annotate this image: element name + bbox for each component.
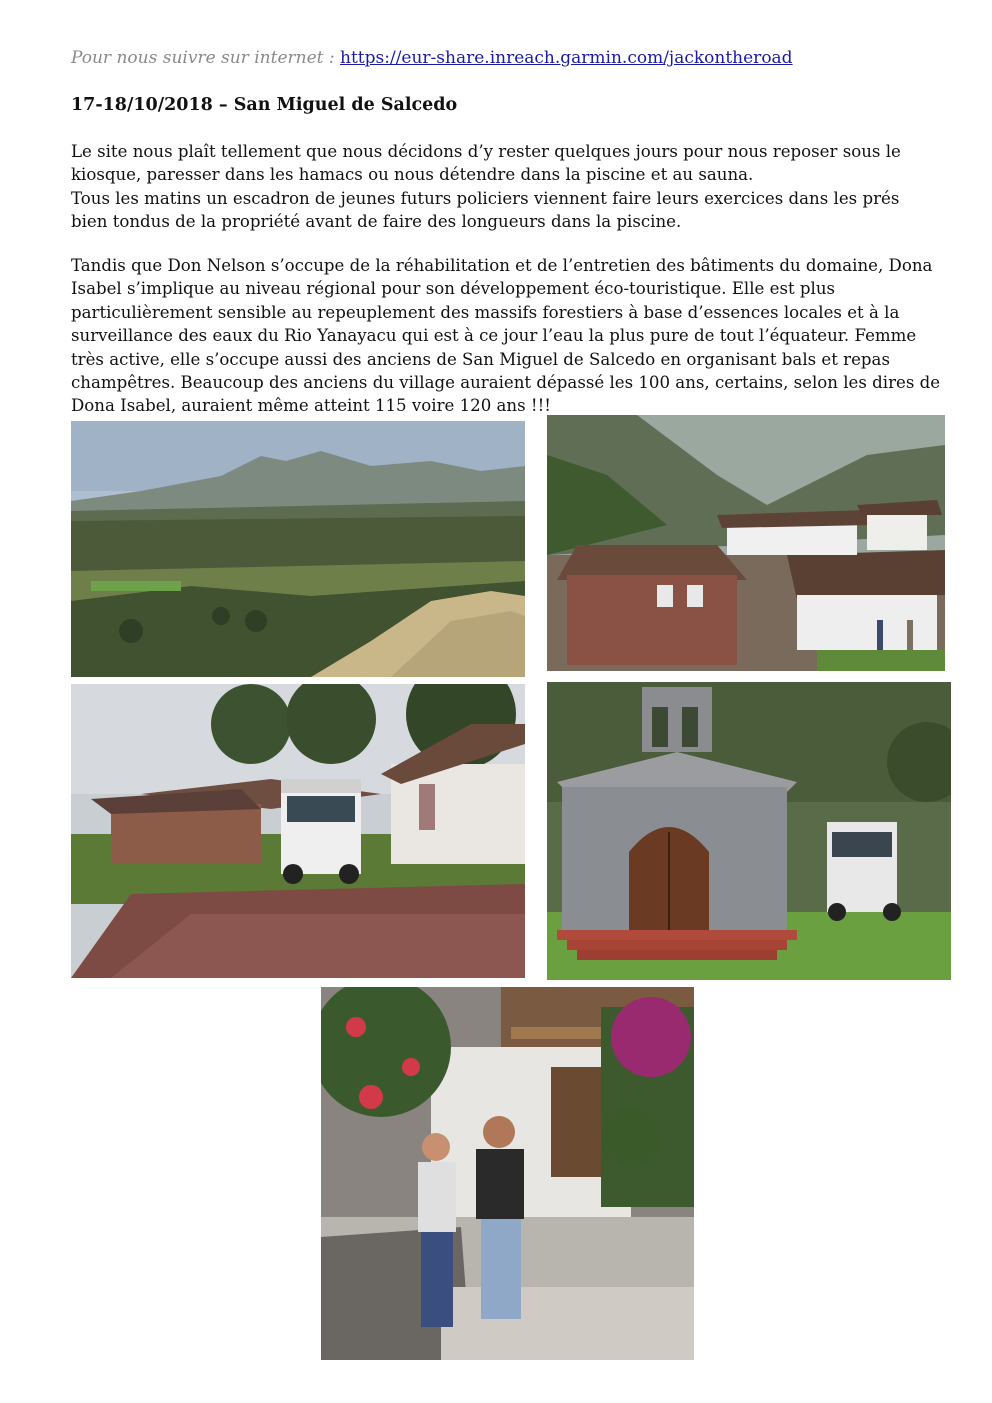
hosts-portrait-photo <box>321 987 694 1360</box>
intro-text-block <box>71 140 941 234</box>
story-text-block <box>71 254 941 418</box>
hacienda-buildings-photo <box>547 415 945 671</box>
entry-heading: 17-18/10/2018 – San Miguel de Salcedo <box>71 95 458 115</box>
tracking-link[interactable]: https://eur-share.inreach.garmin.com/jackontheroad <box>340 48 793 68</box>
follow-line <box>71 48 793 68</box>
mountain-valley-photo <box>71 421 525 677</box>
paragraph-1: Le site nous plaît tellement que nous décidons d’y rester quelques jours pour nous reposer sous le kiosque, paresser dans les hamacs ou nous détendre dans la piscine et au sauna. <box>71 142 901 185</box>
paragraph-3: Tandis que Don Nelson s’occupe de la réhabilitation et de l’entretien des bâtiments du domaine, Dona Isabel s’implique au niveau régional pour son développement éco-touristique. Elle est plus particulièrement sensible au repeuplement des massifs forestiers à base d’essences locales et à la surveillance des eaux du Rio Yanayacu qui est à ce jour l’eau la plus pure de tout l’équateur. Femme très active, elle s’occupe aussi des anciens de San Miguel de Salcedo en organisant bals et repas champêtres. Beaucoup des anciens du village auraient dépassé les 100 ans, certains, selon les dires de Dona Isabel, auraient même atteint 115 voire 120 ans !!! <box>71 256 941 416</box>
stone-chapel-photo <box>547 682 951 980</box>
land-rover-driveway-photo <box>71 684 525 978</box>
paragraph-2: Tous les matins un escadron de jeunes futurs policiers viennent faire leurs exercices dans les prés bien tondus de la propriété avant de faire des longueurs dans la piscine. <box>71 188 900 232</box>
follow-lead-text: Pour nous suivre sur internet : <box>71 48 335 68</box>
